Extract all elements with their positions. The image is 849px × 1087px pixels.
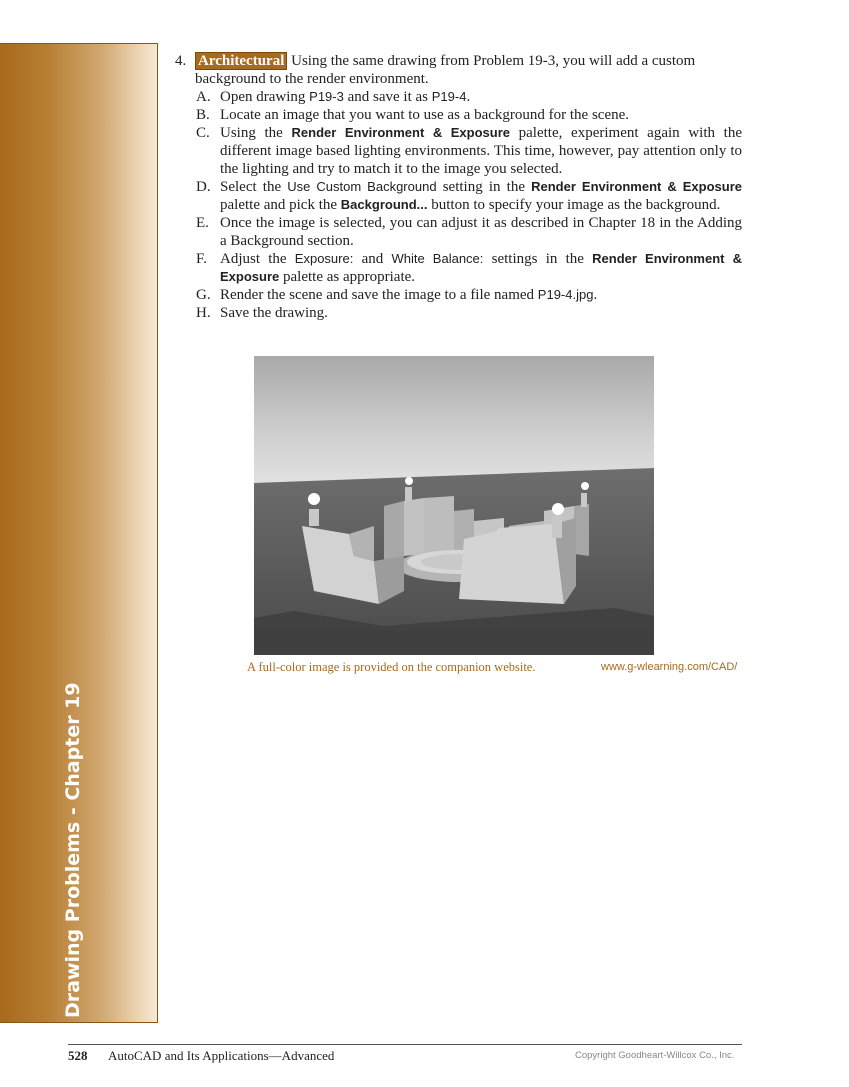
step-letter: F.: [196, 251, 207, 267]
step-letter: H.: [196, 305, 211, 321]
problem-content: [175, 52, 742, 322]
companion-website-link[interactable]: www.g-wlearning.com/CAD/: [601, 661, 738, 673]
step-text: palette, experiment again with the different image based lighting environments. This time, however, pay attention only to the lighting and try to match it to the image you selected.: [220, 125, 743, 177]
button-name: Background...: [340, 197, 428, 212]
step-letter: B.: [196, 107, 210, 123]
figure-caption: A full-color image is provided on the companion website.: [247, 660, 536, 674]
problem-intro: Using the same drawing from Problem 19-3, you will add a custom background to the render environment.: [195, 53, 696, 87]
page-number: 528: [68, 1048, 88, 1063]
step-text: Adjust the: [220, 251, 295, 267]
step-text: Open drawing: [220, 89, 310, 105]
step-text: setting in the: [436, 179, 532, 195]
architectural-tag: Architectural: [195, 52, 287, 70]
step-text: Save the drawing.: [220, 305, 328, 321]
file-name: P19-3: [309, 89, 344, 104]
problem-4: [175, 52, 742, 88]
rendered-scene-image: [254, 356, 654, 655]
step-text: .: [466, 89, 471, 105]
step-text: Select the: [220, 179, 288, 195]
step-text: .: [593, 287, 598, 303]
step-text: settings in the: [483, 251, 593, 267]
step-list: [175, 88, 742, 322]
sidebar-title: Drawing Problems - Chapter 19: [62, 682, 84, 1018]
footer-divider: [68, 1044, 742, 1045]
step-b: [175, 106, 742, 124]
palette-name: Render Environment & Exposure: [531, 179, 743, 194]
step-letter: D.: [196, 179, 211, 195]
step-f: [175, 250, 742, 286]
step-letter: E.: [196, 215, 209, 231]
setting-name: White Balance:: [391, 251, 484, 266]
book-title: AutoCAD and Its Applications—Advanced: [108, 1048, 335, 1063]
problem-number: 4.: [175, 53, 187, 69]
step-c: [175, 124, 742, 178]
palette-name: Render Environment & Exposure: [291, 125, 510, 140]
setting-name: Exposure:: [294, 251, 354, 266]
step-text: button to specify your image as the background.: [427, 197, 721, 213]
step-text: palette as appropriate.: [279, 269, 416, 285]
step-text: Locate an image that you want to use as a background for the scene.: [220, 107, 630, 123]
step-text: Using the: [220, 125, 292, 141]
palette-name: Render Environment & Exposure: [220, 251, 742, 284]
step-h: [175, 304, 742, 322]
step-text: and save it as: [343, 89, 432, 105]
file-name: P19-4: [431, 89, 467, 104]
step-letter: G.: [196, 287, 211, 303]
step-text: palette and pick the: [220, 197, 341, 213]
step-d: [175, 178, 742, 214]
step-e: [175, 214, 742, 250]
step-g: [175, 286, 742, 304]
step-text: Once the image is selected, you can adjust it as described in Chapter 18 in the Adding a Background section.: [220, 215, 742, 249]
setting-name: Use Custom Background: [287, 179, 437, 194]
step-letter: C.: [196, 125, 210, 141]
step-text: and: [353, 251, 392, 267]
file-name: P19-4.jpg: [537, 287, 594, 302]
sky-background: [254, 356, 654, 486]
step-letter: A.: [196, 89, 211, 105]
step-a: [175, 88, 742, 106]
step-text: Render the scene and save the image to a file named: [220, 287, 538, 303]
copyright: Copyright Goodheart-Willcox Co., Inc.: [575, 1050, 735, 1061]
